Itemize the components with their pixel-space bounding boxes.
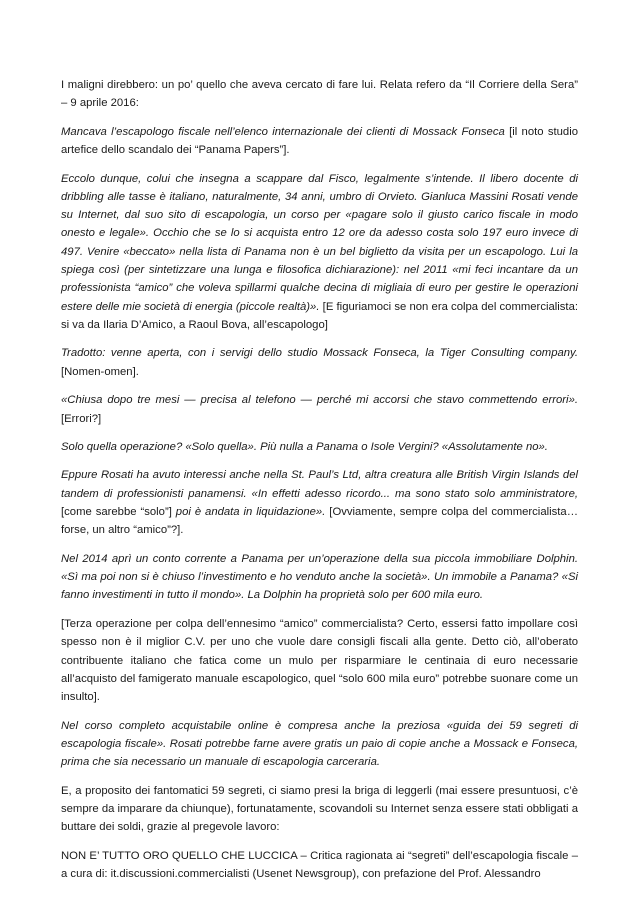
- text-run: [come sarebbe “solo”]: [61, 506, 176, 519]
- paragraph-quote-biography: [61, 170, 578, 335]
- italic-run: Nel corso completo acquistabile online è compresa anche la preziosa «guida dei 59 segreti di escapologia fiscale». Rosati potrebbe farne avere gratis un paio di copie anche a Mossack e Fonseca, prima che sia necessario un manuale di escapologia carceraria.: [61, 719, 578, 769]
- italic-run: Eppure Rosati ha avuto interessi anche nella St. Paul’s Ltd, altra creatura alle British Virgin Islands del tandem di professionisti panamensi. «In effetti adesso ricordo... ma sono stato solo amministratore,: [61, 469, 578, 500]
- italic-run: Eccolo dunque, colui che insegna a scappare dal Fisco, legalmente s’intende. Il libero docente di dribbling alle tasse è italiano, naturalmente, 34 anni, umbro di Orvieto. Gianluca Massini Rosati vende su Internet, dal suo sito di escapologia, un corso per «pagare solo il giusto carico fiscale in modo onesto e legale». Occhio che se lo si acquista entro 12 ore da adesso costa solo 197 euro invece di 497. Venire «beccato» nella lista di Panama non è un bel biglietto da visita per un escapologo. Lui la spiega così (per sintetizzare una lunga e filosofica dichiarazione): nel 2011 «mi feci incantare da un professionista “amico” che voleva spillarmi qualche decina di migliaia di euro per gestire le operazioni estere delle mie società di energia (piccole realtà)».: [61, 172, 578, 313]
- italic-run: Tradotto: venne aperta, con i servigi dello studio Mossack Fonseca, la Tiger Consulting company.: [61, 347, 578, 360]
- text-run: [il noto studio artefice dello scandalo dei “Panama Papers”].: [61, 125, 578, 157]
- paragraph-chiusa: [61, 391, 578, 428]
- paragraph-guida-59-segreti: [61, 717, 578, 772]
- italic-run: «Chiusa dopo tre mesi — precisa al telefono — perché mi accorsi che stavo commettendo errori».: [61, 394, 578, 407]
- text-run: I maligni direbbero: un po’ quello che aveva cercato di fare lui. Relata refero da “Il Corriere della Sera” – 9 aprile 2016:: [61, 79, 578, 110]
- paragraph-non-e-tutto-oro: [61, 847, 578, 884]
- italic-run: Nel 2014 aprì un conto corrente a Panama per un’operazione della sua piccola immobiliare Dolphin. «Sì ma poi non si è chiuso l’investimento e ho venduto anche la società». Un immobile a Panama? «Si fanno investimenti in tutto il mondo». La Dolphin ha proprietà solo per 600 mila euro.: [61, 552, 578, 602]
- text-run: [E figuriamoci se non era colpa del commercialista: si va da Ilaria D’Amico, a Raoul Bova, all’escapologo]: [61, 300, 578, 331]
- paragraph-intro: [61, 76, 578, 113]
- text-run: E, a proposito dei fantomatici 59 segreti, ci siamo presi la briga di leggerli (mai essere presuntuosi, c’è sempre da imparare da chiunque), fortunatamente, scovandoli su Internet senza essere stati obbligati a buttare dei soldi, grazie al pregevole lavoro:: [61, 784, 578, 834]
- text-run: [Nomen-omen].: [61, 365, 139, 378]
- paragraph-st-pauls: [61, 466, 578, 539]
- paragraph-terza-operazione: [61, 615, 578, 706]
- text-run: [Terza operazione per colpa dell’ennesimo “amico” commercialista? Certo, essersi fatto impollare così spesso non è il miglior C.V. per uno che vuole dare consigli fiscali alla gente. Detto ciò, all’oberato contribuente italiano che fatica come un mulo per risparmiare le centinaia di euro necessarie all’acquisto del famigerato manuale escapologico, quel “solo 600 mila euro” potrebbe suonare come un insulto].: [61, 617, 578, 704]
- text-run: [Errori?]: [61, 412, 102, 425]
- paragraph-tiger-consulting: [61, 344, 578, 381]
- text-run: [Ovviamente, sempre colpa del commercialista… forse, un altro “amico”?].: [61, 506, 578, 537]
- paragraph-solo-quella: [61, 438, 578, 456]
- document-page: [61, 76, 578, 894]
- paragraph-quote-escapologist: [61, 123, 578, 160]
- italic-run: Solo quella operazione? «Solo quella». Più nulla a Panama o Isole Vergini? «Assolutamente no».: [61, 440, 548, 453]
- text-run: NON E’ TUTTO ORO QUELLO CHE LUCCICA – Critica ragionata ai “segreti” dell’escapologia fiscale – a cura di: it.discussioni.commercialisti (Usenet Newsgroup), con prefazione del Prof. Alessandro: [61, 849, 578, 881]
- italic-run: poi è andata in liquidazione».: [175, 506, 326, 519]
- paragraph-dolphin: [61, 550, 578, 605]
- italic-run: Mancava l’escapologo fiscale nell’elenco internazionale dei clienti di Mossack Fonseca: [61, 125, 505, 138]
- paragraph-fantomatici-segreti: [61, 782, 578, 837]
